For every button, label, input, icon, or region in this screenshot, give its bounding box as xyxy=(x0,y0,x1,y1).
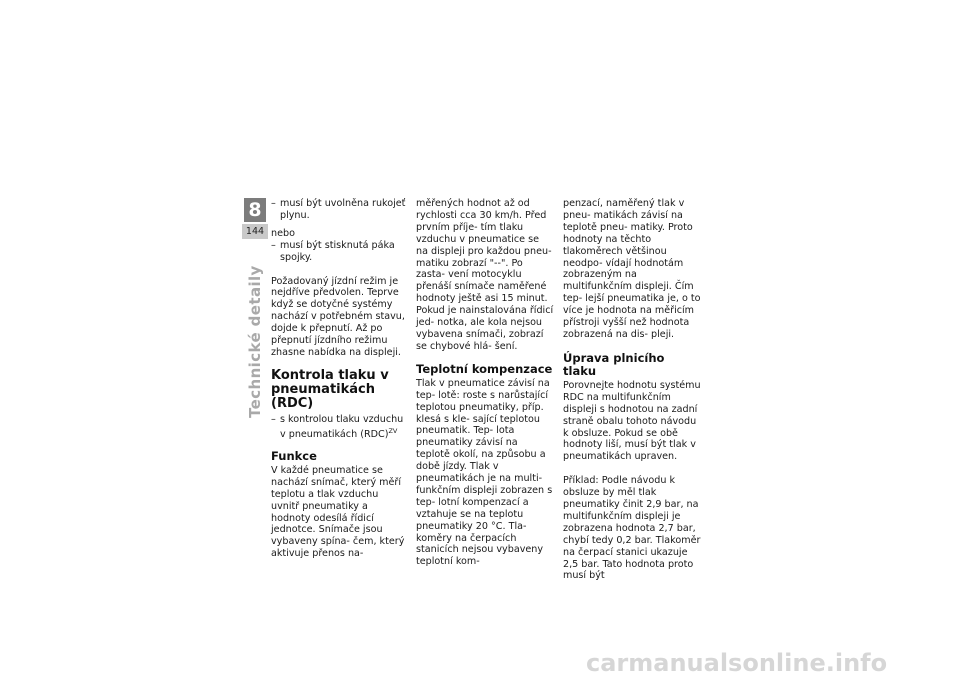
example-paragraph: Příklad: Podle návodu k obsluze by měl tlak pneumatiky činit 2,9 bar, na multifunkčním displeji je zobrazena hodnota 2,7 bar, chybí tedy 0,2 bar. Tlakoměr na čerpací stanici ukazuje 2,5 bar. Tato hodnota proto musí být xyxy=(563,475,701,582)
condition-clutch: – musí být stisknutá páka spojky. xyxy=(271,240,409,264)
condition-throttle: – musí být uvolněna rukojeť plynu. xyxy=(271,198,409,222)
temperature-paragraph: Tlak v pneumatice závisí na tep- lotě: roste s narůstající teplotou pneumatiky, příp. klesá s kle- sající teplotou pneumatik. Tep- lota pneumatiky závisí na teplotě okolí, na způsobu a době jízdy. Tlak v pneumatikách je na multi- funkčním displeji zobrazen s tep- lotní kompenzací a vztahuje se na teplotu pneumatiky 20 °C. Tla- koměry na čerpacích stanicích nejsou vybaveny teplotní kom- xyxy=(416,377,553,568)
rdc-equipment-text: s kontrolou tlaku vzduchu v pneumatikách (RDC) xyxy=(280,413,404,440)
function-paragraph: V každé pneumatice se nachází snímač, který měří teplotu a tlak vzduchu uvnitř pneumatiky a hodnoty odesílá řídicí jednotce. Snímače jsou vybaveny spína- čem, který aktivuje přenos na- xyxy=(271,464,405,560)
watermark-text: carmanualsonline.info xyxy=(586,649,888,677)
gauge-paragraph: penzací, naměřený tlak v pneu- matikách závisí na teplotě pneu- matiky. Proto hodnoty na těchto tlakoměrech většinou neodpo- vídají hodnotám zobrazeným na multifunkčním displeji. Čím tep- lejší pneumatika je, o to více je hodnota na měřicím přístroji vyšší než hodnota zobrazená na dis- pleji. xyxy=(563,198,701,340)
transmission-paragraph: měřených hodnot až od rychlosti cca 30 km/h. Před prvním příje- tím tlaku vzduchu v pneumatice se na displeji pro každou pneu- matiku zobrazí "--". Po zasta- vení motocyklu přenáší snímače naměřené hodnoty ještě asi 15 minut. xyxy=(416,198,552,305)
text-column-2 xyxy=(416,198,554,568)
or-label: nebo xyxy=(271,227,295,239)
subheading-function: Funkce xyxy=(271,448,317,463)
error-paragraph: Pokud je nainstalována řídicí jed- notka, ale kola nejsou vybavena snímači, zobrazí se chybové hlá- šení. xyxy=(416,305,554,352)
chapter-number: 8 xyxy=(244,198,266,222)
rdc-equipment-item xyxy=(271,414,409,441)
text-column-1 xyxy=(271,198,409,560)
optional-equipment-mark: ZV xyxy=(388,426,398,435)
text-column-3 xyxy=(563,198,701,582)
chapter-title: Technické detaily xyxy=(246,265,264,418)
riding-mode-paragraph: Požadovaný jízdní režim je nejdříve předvolen. Teprve když se dotyčné systémy nachází v potřebném stavu, dojde k přepnutí. Až po přepnutí jízdního režimu zhasne nabídka na displeji. xyxy=(271,275,405,358)
compare-paragraph: Porovnejte hodnotu systému RDC na multifunkčním displeji s hodnotou na zadní straně obalu tohoto návodu k obsluze. Pokud se obě hodnoty liší, musí být tlak v pneumatikách upraven. xyxy=(563,379,701,463)
subheading-pressure-adjustment: Úprava plnicího tlaku xyxy=(563,350,665,378)
page-number: 144 xyxy=(242,224,268,239)
subheading-temperature-compensation: Teplotní kompenzace xyxy=(416,361,553,376)
section-heading-rdc: Kontrola tlaku v pneumatikách (RDC) xyxy=(271,367,389,411)
